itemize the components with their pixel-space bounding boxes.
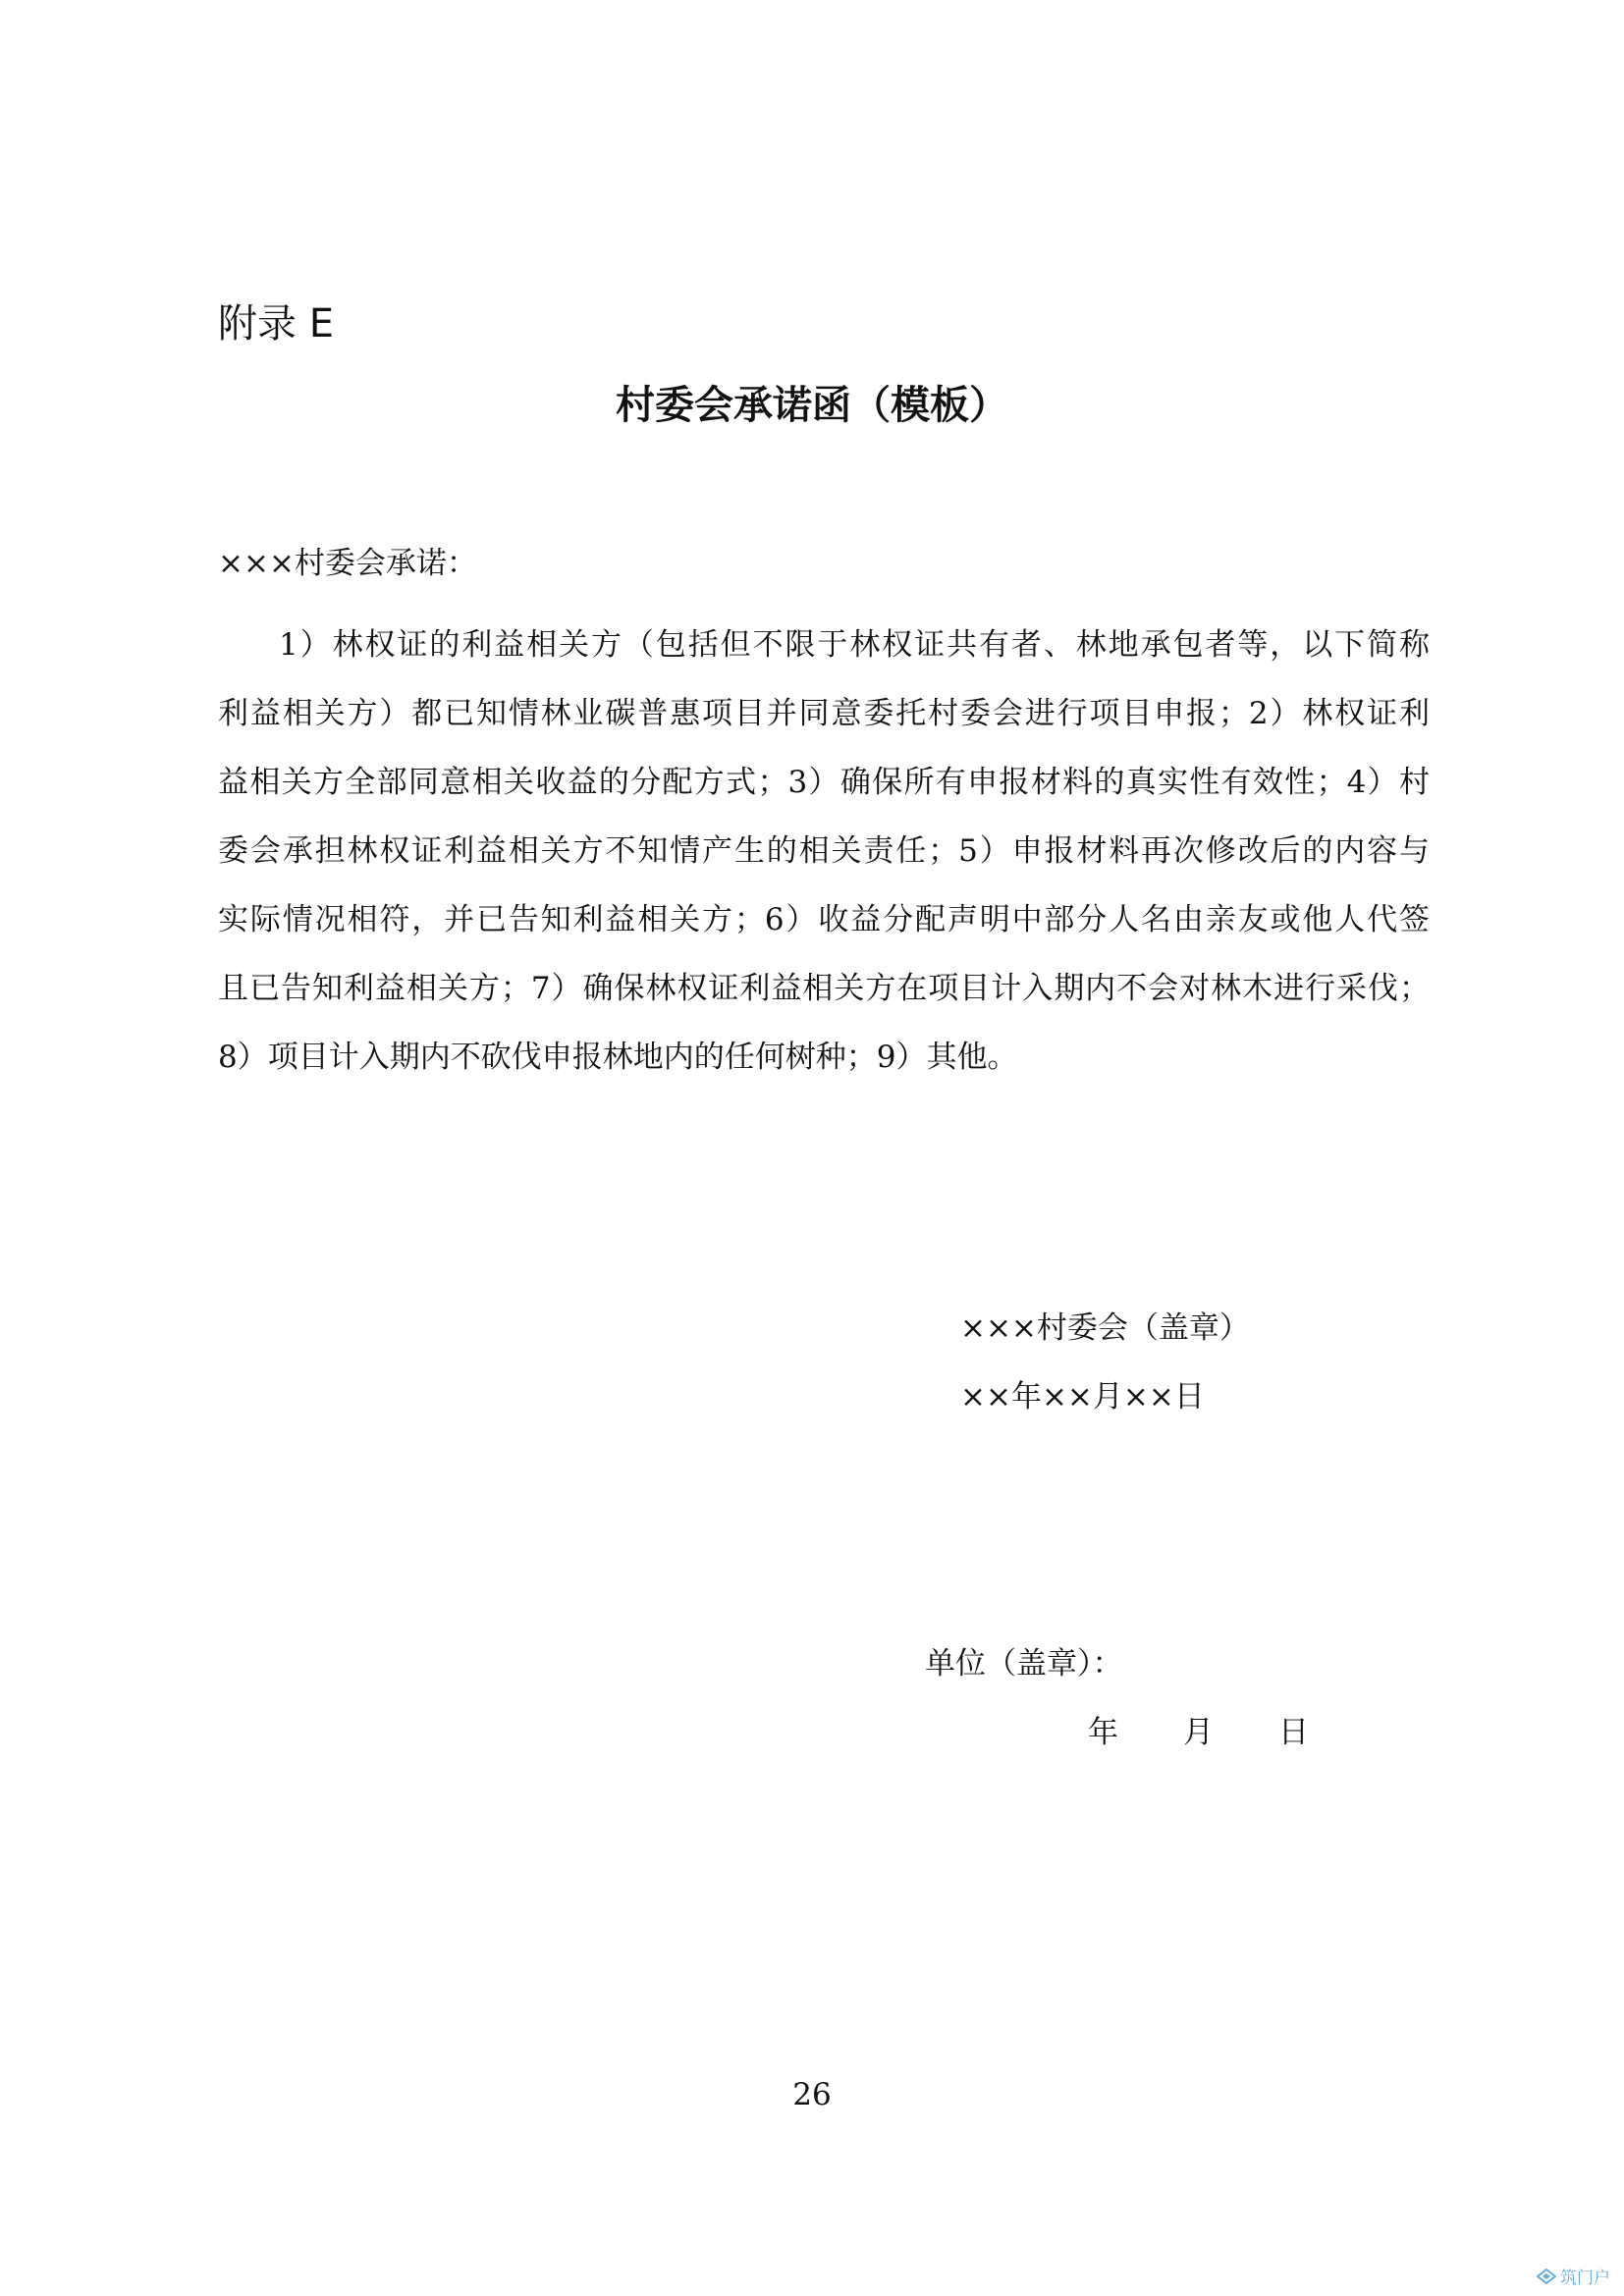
body-line: 1）林权证的利益相关方（包括但不限于林权证共有者、林地承包者等，以下简称	[279, 627, 1430, 663]
diamond-logo-icon	[1537, 2269, 1556, 2284]
commitment-body	[218, 611, 1430, 1092]
salutation: ×××村委会承诺：	[218, 546, 477, 581]
watermark-text: 筑门户	[1560, 2269, 1610, 2288]
appendix-heading: 附录 E	[218, 301, 334, 347]
unit-stamp-label: 单位（盖章）：	[925, 1646, 1123, 1682]
month-label: 月	[1183, 1715, 1214, 1750]
page-number: 26	[792, 2077, 832, 2112]
committee-signature: ×××村委会（盖章）	[960, 1310, 1250, 1346]
signature-date: ××年××月××日	[960, 1379, 1205, 1415]
watermark	[1537, 2264, 1610, 2288]
body-line: 8）项目计入期内不砍伐申报林地内的任何树种；9）其他。	[218, 1040, 1018, 1075]
body-line: 利益相关方）都已知情林业碳普惠项目并同意委托村委会进行项目申报；2）林权证利	[218, 696, 1430, 731]
body-line: 益相关方全部同意相关收益的分配方式；3）确保所有申报材料的真实性有效性；4）村	[218, 765, 1430, 800]
year-label: 年	[1088, 1715, 1118, 1750]
unit-stamp-block	[925, 1629, 1123, 1698]
blank-date-line	[1088, 1698, 1309, 1767]
body-line: 且已告知利益相关方；7）确保林权证利益相关方在项目计入期内不会对林木进行采伐；	[218, 971, 1430, 1006]
body-line: 实际情况相符，并已告知利益相关方；6）收益分配声明中部分人名由亲友或他人代签	[218, 902, 1430, 937]
body-line: 委会承担林权证利益相关方不知情产生的相关责任；5）申报材料再次修改后的内容与	[218, 833, 1430, 869]
document-title: 村委会承诺函（模板）	[616, 383, 1008, 428]
day-label: 日	[1278, 1715, 1309, 1750]
signature-block	[960, 1294, 1250, 1431]
